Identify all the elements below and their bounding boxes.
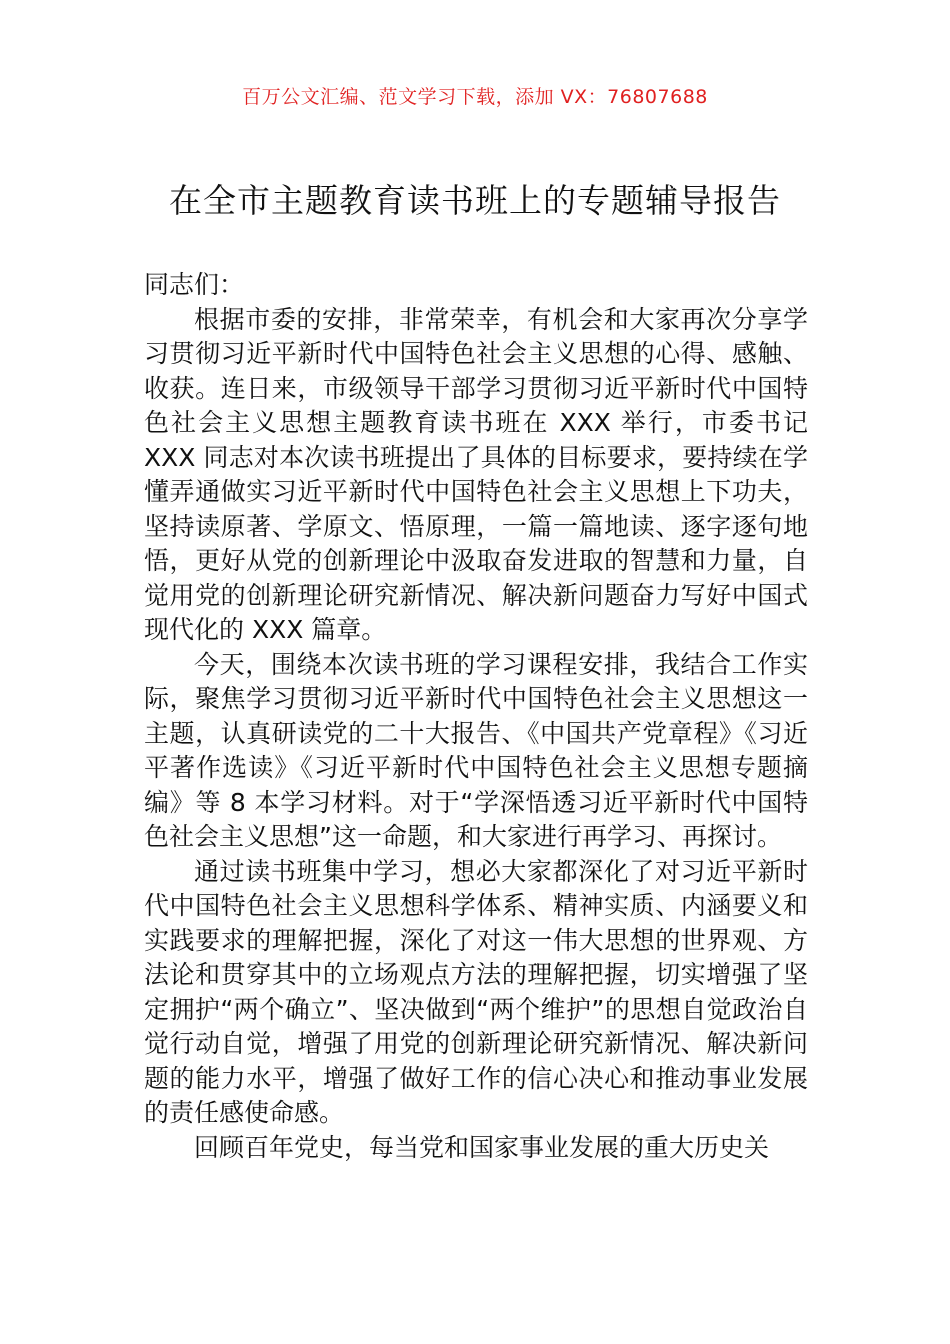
salutation: 同志们： bbox=[144, 270, 245, 299]
document-title: 在全市主题教育读书班上的专题辅导报告 bbox=[169, 181, 781, 220]
document-body bbox=[144, 268, 808, 1165]
promo-banner: 百万公文汇编、范文学习下载，添加 VX：76807688 bbox=[242, 86, 708, 108]
paragraph-3: 通过读书班集中学习，想必大家都深化了对习近平新时代中国特色社会主义思想科学体系、精神实质、内涵要义和实践要求的理解把握，深化了对这一伟大思想的世界观、方法论和贯穿其中的立场观点方法的理解把握，切实增强了坚定拥护“两个确立”、坚决做到“两个维护”的思想自觉政治自觉行动自觉，增强了用党的创新理论研究新情况、解决新问题的能力水平，增强了做好工作的信心决心和推动事业发展的责任感使命感。 bbox=[144, 856, 808, 1127]
paragraph-2: 今天，围绕本次读书班的学习课程安排，我结合工作实际，聚焦学习贯彻习近平新时代中国特色社会主义思想这一主题，认真研读党的二十大报告、《中国共产党章程》《习近平著作选读》《习近平新时代中国特色社会主义思想专题摘编》等 8 本学习材料。对于“学深悟透习近平新时代中国特色社会主义思想”这一命题，和大家进行再学习、再探讨。 bbox=[144, 649, 808, 851]
paragraph-4: 回顾百年党史，每当党和国家事业发展的重大历史关 bbox=[194, 1132, 770, 1162]
paragraph-1: 根据市委的安排，非常荣幸，有机会和大家再次分享学习贯彻习近平新时代中国特色社会主义思想的心得、感触、收获。连日来，市级领导干部学习贯彻习近平新时代中国特色社会主义思想主题教育读书班在 XXX 举行，市委书记 XXX 同志对本次读书班提出了具体的目标要求，要持续在学懂弄通做实习近平新时代中国特色社会主义思想上下功夫，坚持读原著、学原文、悟原理，一篇一篇地读、逐字逐句地悟，更好从党的创新理论中汲取奋发进取的智慧和力量，自觉用党的创新理论研究新情况、解决新问题奋力写好中国式现代化的 XXX 篇章。 bbox=[144, 304, 808, 644]
